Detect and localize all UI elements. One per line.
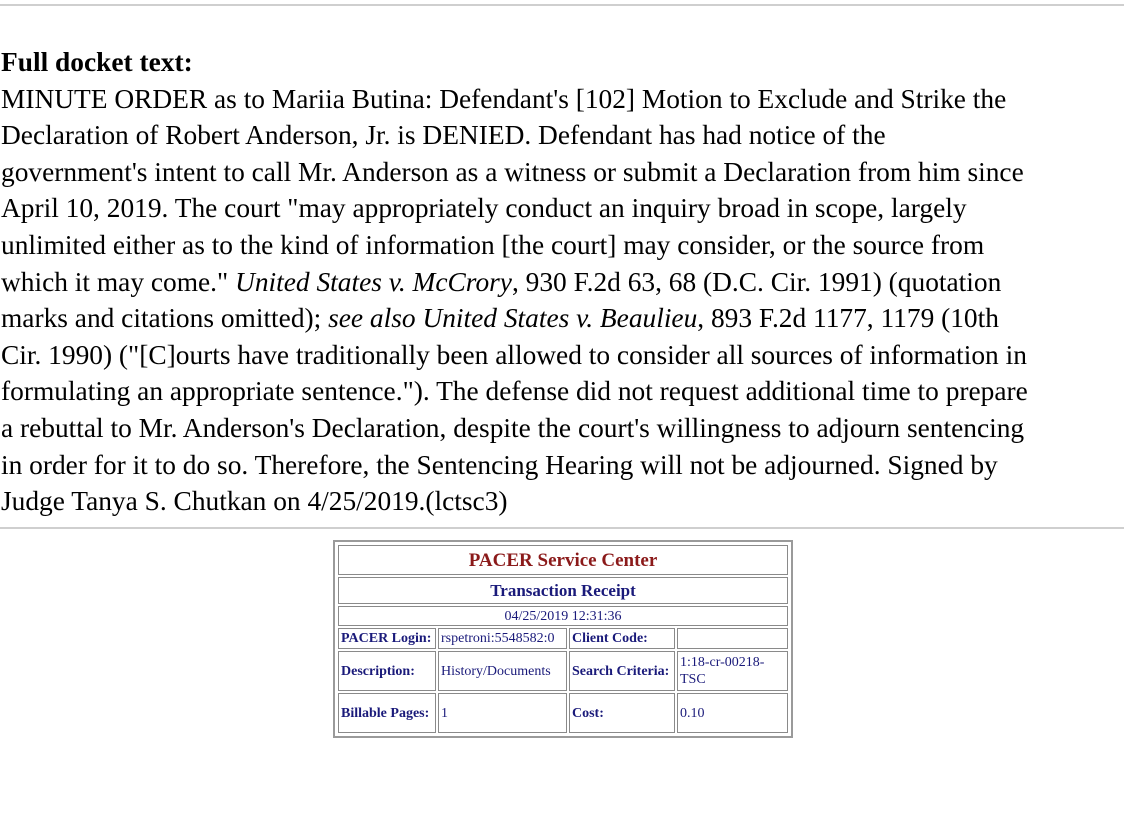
receipt-table <box>336 543 790 735</box>
description-label: Description: <box>338 651 436 691</box>
docket-line: Judge Tanya S. Chutkan on 4/25/2019.(lctsc3) <box>1 486 508 517</box>
docket-line: Cir. 1990) ("[C]ourts have traditionally been allowed to consider all sources of information in <box>1 339 1027 370</box>
docket-text-fragment: , 930 F.2d 63, 68 (D.C. Cir. 1991) (quotation <box>511 266 1002 297</box>
case-citation-beaulieu: see also United States v. Beaulieu <box>328 303 698 334</box>
docket-line: in order for it to do so. Therefore, the Sentencing Hearing will not be adjourned. Signed by <box>1 449 998 480</box>
docket-heading: Full docket text: <box>1 47 193 77</box>
cost-value: 0.10 <box>677 693 788 733</box>
case-citation-mccrory: United States v. McCrory <box>235 266 512 297</box>
docket-line: formulating an appropriate sentence."). The defense did not request additional time to prepare <box>1 376 1028 407</box>
docket-line <box>1 264 1123 301</box>
receipt-title: PACER Service Center <box>338 545 788 575</box>
description-value: History/Documents <box>438 651 567 691</box>
docket-line <box>1 300 1123 337</box>
table-row <box>338 628 788 649</box>
docket-line: April 10, 2019. The court "may appropriately conduct an inquiry broad in scope, largely <box>1 193 967 224</box>
table-row <box>338 651 788 691</box>
top-divider <box>0 4 1124 6</box>
pacer-login-label: PACER Login: <box>338 628 436 649</box>
section-divider <box>0 527 1124 529</box>
docket-text-fragment: which it may come." <box>1 266 236 297</box>
docket-line: Declaration of Robert Anderson, Jr. is DENIED. Defendant has had notice of the <box>1 120 886 151</box>
table-row <box>338 693 788 733</box>
search-criteria-label: Search Criteria: <box>569 651 675 691</box>
billable-pages-value: 1 <box>438 693 567 733</box>
pacer-login-value: rspetroni:5548582:0 <box>438 628 567 649</box>
receipt-subtitle: Transaction Receipt <box>338 577 788 604</box>
billable-pages-label: Billable Pages: <box>338 693 436 733</box>
docket-line: government's intent to call Mr. Anderson as a witness or submit a Declaration from him since <box>1 156 1024 187</box>
docket-text <box>1 44 1123 520</box>
docket-text-fragment: , 893 F.2d 1177, 1179 (10th <box>697 303 999 334</box>
pacer-receipt <box>333 540 793 738</box>
docket-line: MINUTE ORDER as to Mariia Butina: Defendant's [102] Motion to Exclude and Strike the <box>1 83 1007 114</box>
cost-label: Cost: <box>569 693 675 733</box>
search-criteria-value: 1:18-cr-00218-TSC <box>677 651 788 691</box>
docket-line: a rebuttal to Mr. Anderson's Declaration, despite the court's willingness to adjourn sentencing <box>1 412 1025 443</box>
docket-line: unlimited either as to the kind of information [the court] may consider, or the source from <box>1 229 985 260</box>
receipt-datetime: 04/25/2019 12:31:36 <box>338 606 788 626</box>
client-code-label: Client Code: <box>569 628 675 649</box>
client-code-value <box>677 628 788 649</box>
docket-text-fragment: marks and citations omitted); <box>1 303 329 334</box>
